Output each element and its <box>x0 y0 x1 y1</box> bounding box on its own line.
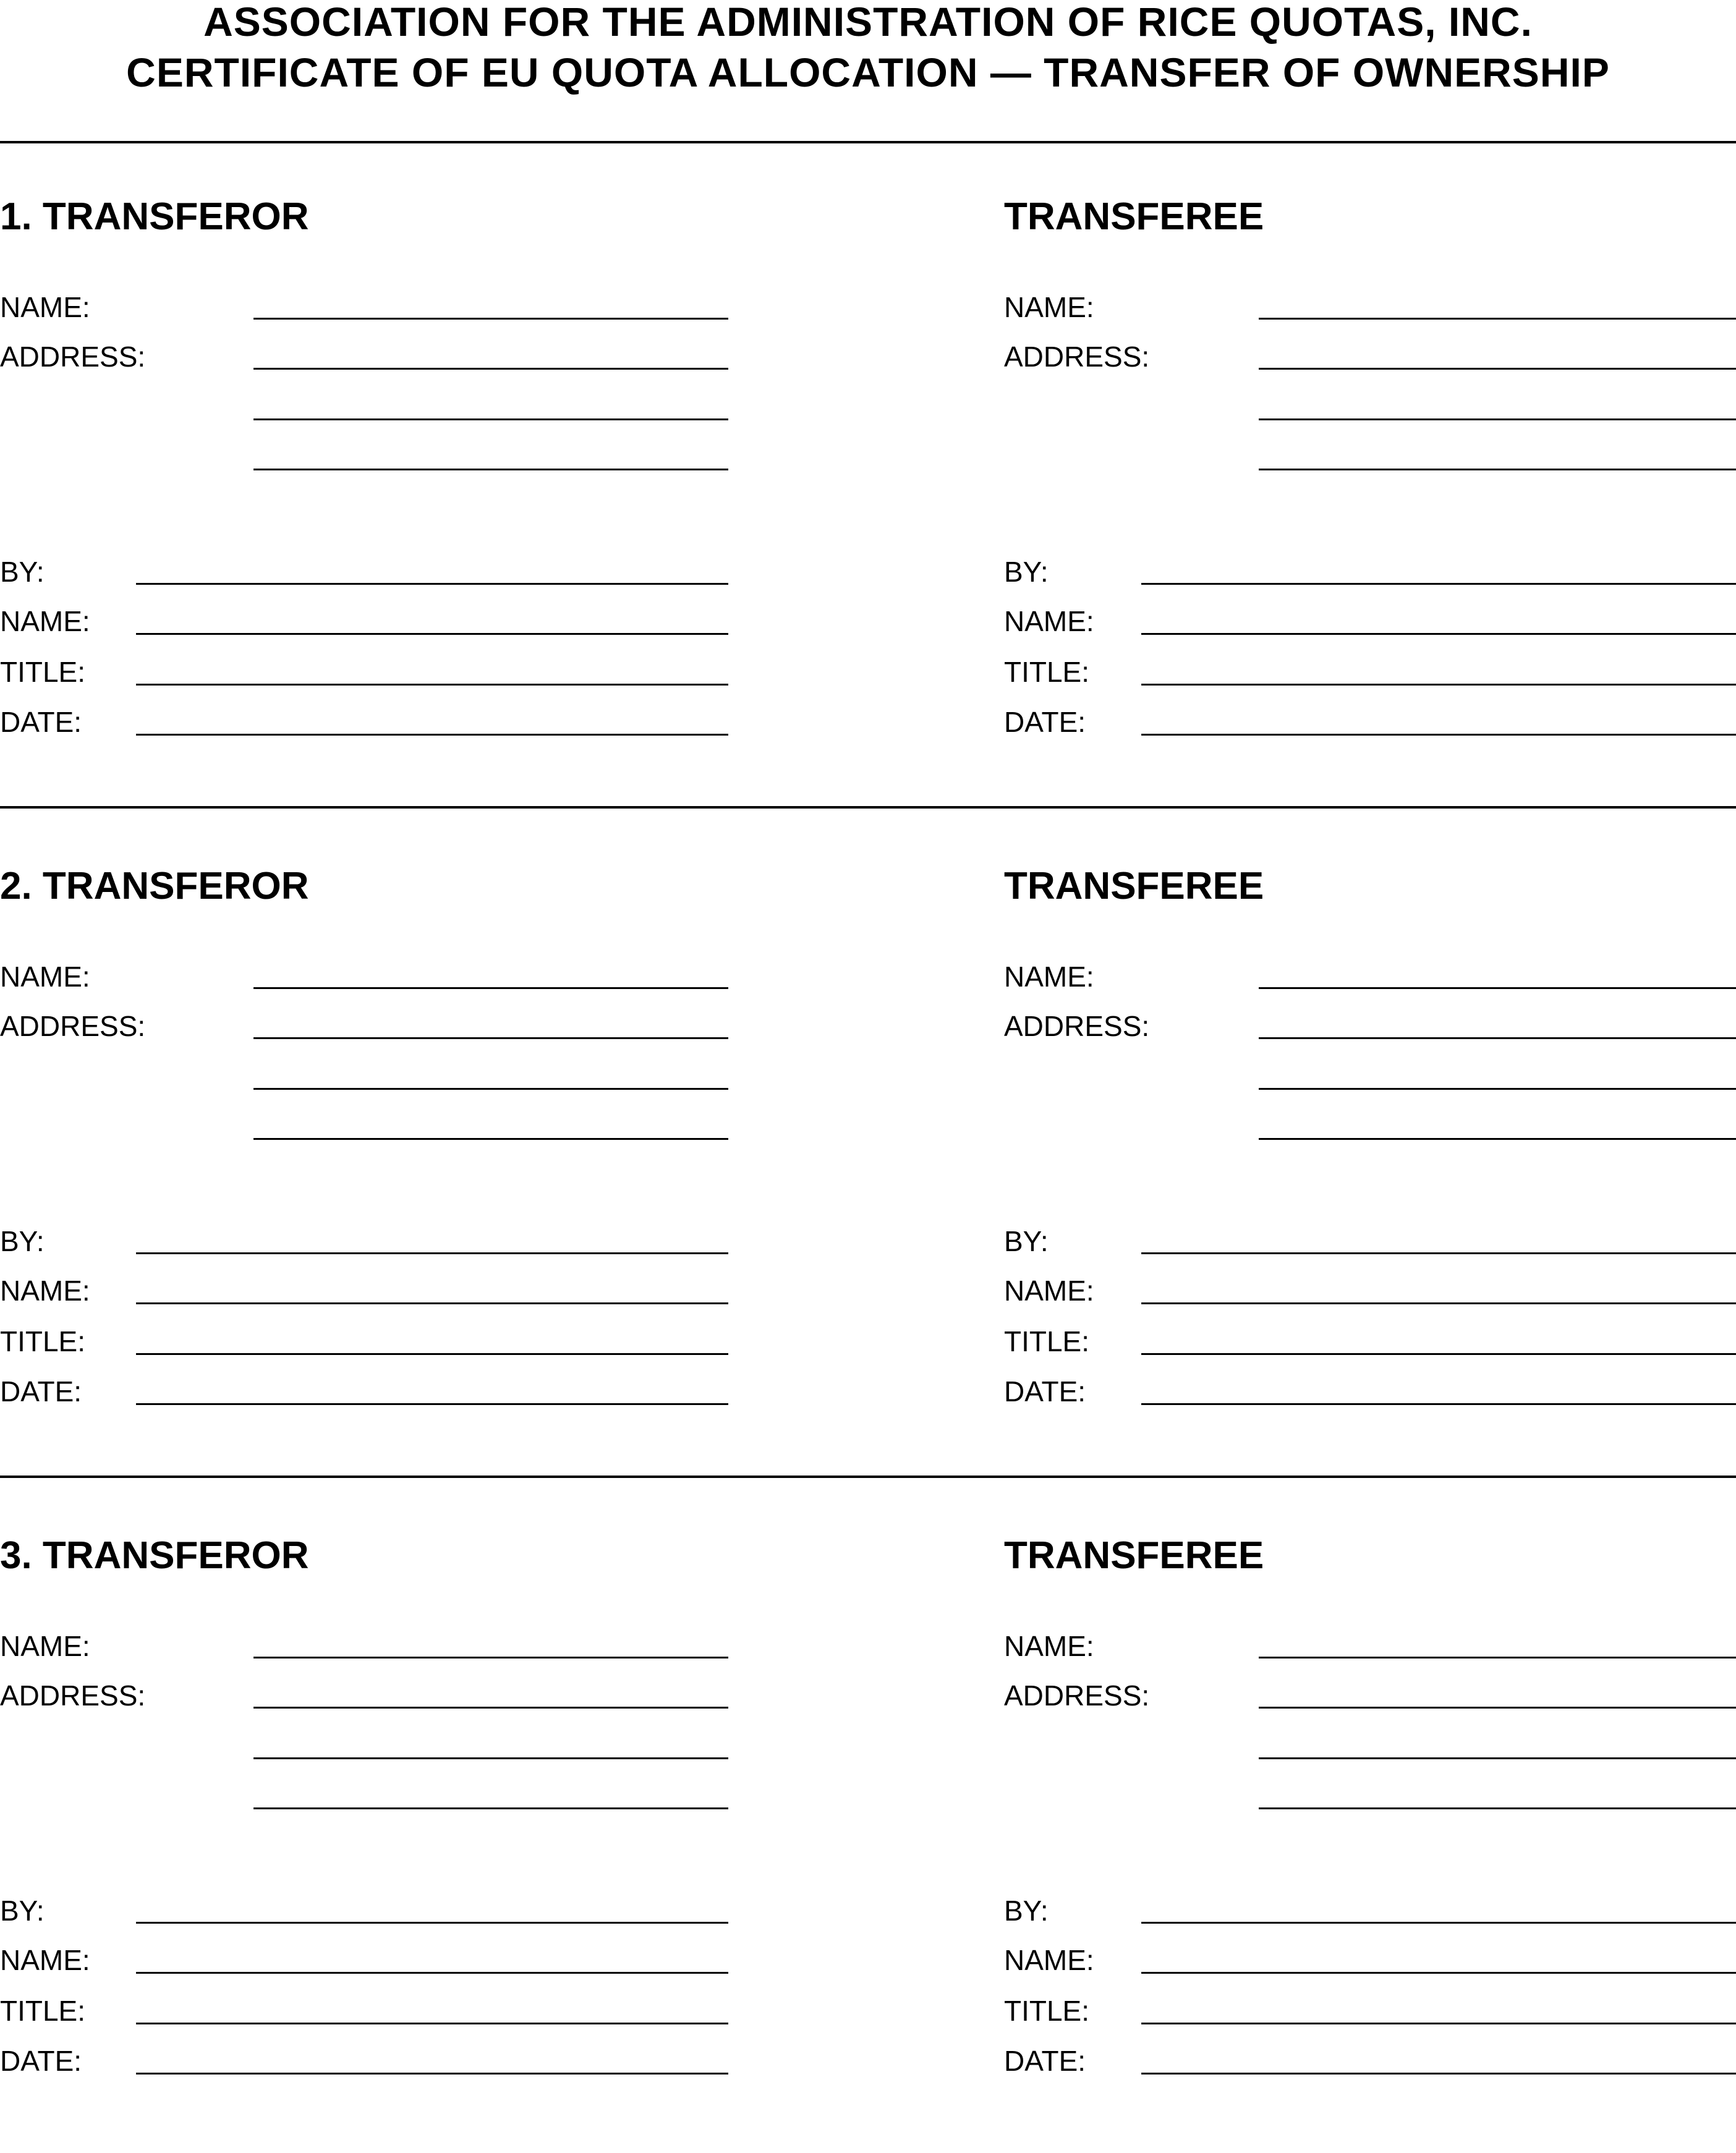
signature-date-label: DATE: <box>0 706 82 738</box>
signatory-title-label: TITLE: <box>0 1325 86 1357</box>
signature-date-label: DATE: <box>1004 1375 1086 1408</box>
address-line-3-field[interactable] <box>1259 469 1736 470</box>
signatory-title-field[interactable] <box>136 684 728 686</box>
signatory-name-label: NAME: <box>0 1275 90 1307</box>
address-line-1-label: ADDRESS: <box>0 1680 146 1712</box>
signatory-name-label: NAME: <box>0 1944 90 1976</box>
section-divider <box>0 1476 1736 1478</box>
address-line-2-field[interactable] <box>1259 1757 1736 1759</box>
signatory-title-field[interactable] <box>136 2023 728 2024</box>
signature-date-field[interactable] <box>136 2073 728 2074</box>
signature-label: BY: <box>1004 1225 1049 1257</box>
name-label: NAME: <box>0 961 90 993</box>
signature-field[interactable] <box>1141 1252 1736 1254</box>
address-line-1-field[interactable] <box>1259 368 1736 370</box>
signature-date-field[interactable] <box>1141 1403 1736 1405</box>
name-field[interactable] <box>253 1657 728 1658</box>
address-line-1-field[interactable] <box>253 1707 728 1709</box>
transferor-heading: 2. TRANSFEROR <box>0 865 309 907</box>
name-field[interactable] <box>1259 318 1736 320</box>
transferor-block <box>0 1484 733 2153</box>
transferor-heading: 1. TRANSFEROR <box>0 195 309 238</box>
signatory-name-field[interactable] <box>1141 633 1736 635</box>
signature-label: BY: <box>0 556 45 588</box>
signatory-name-field[interactable] <box>136 1302 728 1304</box>
name-label: NAME: <box>0 291 90 323</box>
signatory-title-field[interactable] <box>136 1353 728 1355</box>
address-line-1-label: ADDRESS: <box>1004 341 1150 373</box>
address-line-2-field[interactable] <box>1259 418 1736 420</box>
address-line-3-field[interactable] <box>1259 1138 1736 1140</box>
signatory-name-label: NAME: <box>1004 1275 1094 1307</box>
transfer-section <box>0 145 1736 814</box>
address-line-1-label: ADDRESS: <box>0 341 146 373</box>
header-divider <box>0 141 1736 143</box>
transferor-heading: 3. TRANSFEROR <box>0 1534 309 1577</box>
address-line-2-field[interactable] <box>1259 1088 1736 1090</box>
transferee-block <box>1004 814 1736 1484</box>
name-label: NAME: <box>0 1630 90 1662</box>
signatory-title-field[interactable] <box>1141 1353 1736 1355</box>
signature-date-field[interactable] <box>136 734 728 736</box>
address-line-1-label: ADDRESS: <box>1004 1680 1150 1712</box>
transferee-heading: TRANSFEREE <box>1004 1534 1264 1577</box>
signatory-name-field[interactable] <box>136 1972 728 1974</box>
signatory-title-label: TITLE: <box>0 1995 86 2027</box>
signatory-title-label: TITLE: <box>1004 1995 1090 2027</box>
signatory-title-field[interactable] <box>1141 2023 1736 2024</box>
address-line-3-field[interactable] <box>253 469 728 470</box>
address-line-1-field[interactable] <box>1259 1037 1736 1039</box>
name-label: NAME: <box>1004 961 1094 993</box>
signatory-name-label: NAME: <box>1004 1944 1094 1976</box>
signature-date-label: DATE: <box>0 1375 82 1408</box>
signature-label: BY: <box>0 1225 45 1257</box>
signatory-title-field[interactable] <box>1141 684 1736 686</box>
address-line-1-field[interactable] <box>253 1037 728 1039</box>
name-label: NAME: <box>1004 291 1094 323</box>
signature-date-field[interactable] <box>1141 734 1736 736</box>
transferee-block <box>1004 1484 1736 2153</box>
transferor-block <box>0 145 733 814</box>
transfer-section <box>0 814 1736 1484</box>
signatory-title-label: TITLE: <box>1004 656 1090 688</box>
signature-date-field[interactable] <box>1141 2073 1736 2074</box>
address-line-1-label: ADDRESS: <box>1004 1010 1150 1042</box>
signature-label: BY: <box>0 1895 45 1927</box>
signatory-name-label: NAME: <box>0 605 90 637</box>
document-title: ASSOCIATION FOR THE ADMINISTRATION OF RICE QUOTAS, INC. <box>203 0 1533 45</box>
transferee-block <box>1004 145 1736 814</box>
address-line-1-label: ADDRESS: <box>0 1010 146 1042</box>
signatory-title-label: TITLE: <box>0 656 86 688</box>
section-divider <box>0 806 1736 809</box>
name-label: NAME: <box>1004 1630 1094 1662</box>
signature-date-label: DATE: <box>0 2045 82 2077</box>
address-line-2-field[interactable] <box>253 418 728 420</box>
name-field[interactable] <box>253 318 728 320</box>
signature-date-field[interactable] <box>136 1403 728 1405</box>
name-field[interactable] <box>1259 1657 1736 1658</box>
signatory-name-field[interactable] <box>136 633 728 635</box>
address-line-2-field[interactable] <box>253 1088 728 1090</box>
address-line-3-field[interactable] <box>1259 1807 1736 1809</box>
signature-field[interactable] <box>1141 1922 1736 1924</box>
address-line-3-field[interactable] <box>253 1807 728 1809</box>
signature-date-label: DATE: <box>1004 706 1086 738</box>
signature-field[interactable] <box>136 1252 728 1254</box>
signatory-name-field[interactable] <box>1141 1972 1736 1974</box>
address-line-2-field[interactable] <box>253 1757 728 1759</box>
signature-field[interactable] <box>136 1922 728 1924</box>
signature-date-label: DATE: <box>1004 2045 1086 2077</box>
name-field[interactable] <box>253 987 728 989</box>
signature-field[interactable] <box>1141 583 1736 585</box>
name-field[interactable] <box>1259 987 1736 989</box>
signature-label: BY: <box>1004 1895 1049 1927</box>
transfer-section <box>0 1484 1736 2153</box>
transferee-heading: TRANSFEREE <box>1004 865 1264 907</box>
signatory-name-label: NAME: <box>1004 605 1094 637</box>
address-line-1-field[interactable] <box>1259 1707 1736 1709</box>
signature-label: BY: <box>1004 556 1049 588</box>
address-line-1-field[interactable] <box>253 368 728 370</box>
signature-field[interactable] <box>136 583 728 585</box>
signatory-name-field[interactable] <box>1141 1302 1736 1304</box>
signatory-title-label: TITLE: <box>1004 1325 1090 1357</box>
address-line-3-field[interactable] <box>253 1138 728 1140</box>
transferee-heading: TRANSFEREE <box>1004 195 1264 238</box>
document-subtitle: CERTIFICATE OF EU QUOTA ALLOCATION — TRANSFER OF OWNERSHIP <box>126 49 1610 95</box>
transferor-block <box>0 814 733 1484</box>
